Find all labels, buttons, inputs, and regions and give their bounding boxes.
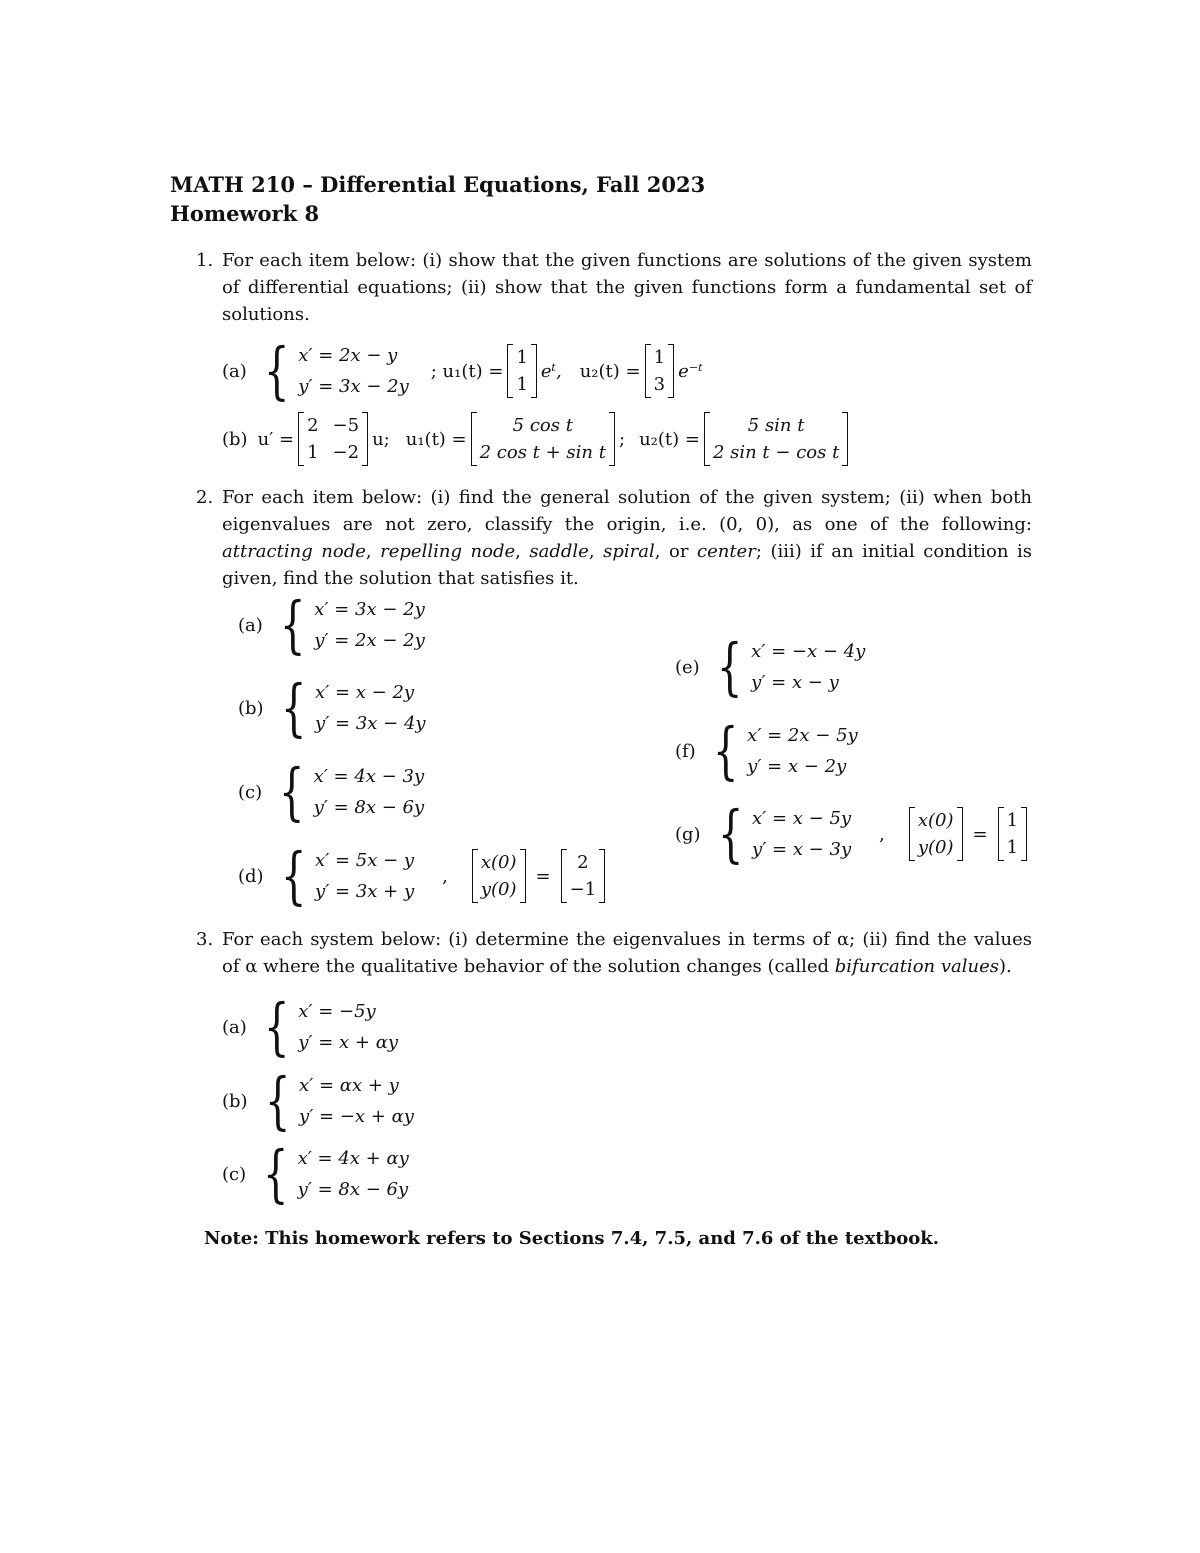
system: [298, 996, 398, 1058]
equation: x′ = αx + y: [299, 1075, 399, 1096]
course-title: MATH 210 – Differential Equations, Fall 2023: [170, 172, 706, 197]
system: [315, 677, 426, 739]
equation: y′ = 2x − 2y: [314, 630, 425, 651]
problem-3a: [222, 990, 399, 1063]
footnote: [204, 1228, 939, 1249]
problem-2d: [238, 839, 609, 912]
cell: 2 sin t − cos t: [712, 442, 840, 463]
item-label: (g): [675, 823, 701, 845]
problem-3c: [222, 1137, 409, 1210]
equation: x′ = −x − 4y: [751, 641, 866, 662]
cell: −2: [332, 442, 360, 463]
brace-icon: {: [279, 588, 306, 661]
note-text: This homework refers to Sections 7.4, 7.5, and 7.6 of the textbook.: [258, 1228, 939, 1249]
separator: ;: [618, 428, 626, 450]
item-label: (b): [222, 1090, 248, 1112]
problem-1b: [222, 412, 852, 466]
note-label: Note:: [204, 1228, 259, 1249]
item-label: (c): [238, 781, 263, 803]
equation: x′ = 4x − 3y: [313, 766, 425, 787]
item-label: (d): [238, 865, 264, 887]
item-label: (a): [222, 360, 247, 382]
initial-value-vector: [561, 849, 606, 903]
term: repelling node: [380, 541, 516, 562]
initial-condition-vector: [909, 807, 963, 861]
problem-3b: [222, 1064, 414, 1137]
equals: =: [972, 823, 988, 845]
problem-2a: [238, 588, 425, 661]
problem-2f: [675, 714, 858, 787]
problem-2: [196, 484, 1033, 592]
term: saddle: [529, 541, 589, 562]
initial-condition-vector: [472, 849, 526, 903]
cell: 1: [516, 374, 528, 395]
equals: =: [535, 865, 551, 887]
text: ,: [365, 541, 381, 562]
u2-vector: [704, 412, 848, 466]
cell: 5 sin t: [747, 415, 805, 436]
equation: y′ = 3x − 2y: [298, 376, 409, 397]
u-symbol: u;: [372, 428, 390, 450]
cell: 1: [516, 347, 528, 368]
u2-label: u₂(t) =: [639, 428, 700, 450]
problem-1a: [222, 334, 703, 407]
equation: y′ = x − y: [751, 672, 839, 693]
brace-icon: {: [280, 839, 307, 912]
problem-2g: [675, 797, 1031, 870]
equation: y′ = 3x + y: [315, 881, 415, 902]
text: For each system below: (i) determine the eigenvalues in terms of α; (ii) find the values of α where the qualitative behavior of the solution changes (called: [222, 929, 1032, 977]
equation: y′ = x − 3y: [752, 839, 852, 860]
cell: 2: [307, 415, 319, 436]
brace-icon: {: [264, 1064, 291, 1137]
term: attracting node: [222, 541, 366, 562]
equation: x′ = 2x − 5y: [747, 725, 858, 746]
cell: x(0): [480, 852, 517, 873]
brace-icon: {: [263, 990, 290, 1063]
problem-1: [196, 247, 1032, 328]
brace-icon: {: [279, 755, 305, 828]
u1-vector: [507, 344, 536, 398]
equation: x′ = x − 5y: [752, 808, 852, 829]
text: , or: [654, 541, 697, 562]
u2-vector: [645, 344, 674, 398]
cell: 3: [653, 374, 666, 395]
problem-number: 2.: [196, 487, 214, 508]
cell: y(0): [917, 837, 954, 858]
problem-text: [222, 926, 1032, 980]
problem-2c: [238, 755, 425, 828]
cell: 1: [1006, 837, 1019, 858]
u-prime: u′ =: [257, 428, 295, 450]
cell: 1: [307, 442, 319, 463]
equation: x′ = 3x − 2y: [314, 599, 425, 620]
problem-2b: [238, 671, 426, 744]
cell: 5 cos t: [512, 415, 573, 436]
equation: y′ = 8x − 6y: [313, 797, 425, 818]
problem-number: 3.: [196, 929, 214, 950]
comma: ,: [442, 865, 448, 887]
equation: x′ = x − 2y: [315, 682, 415, 703]
item-label: (b): [238, 697, 264, 719]
item-label: (a): [238, 614, 263, 636]
equation: x′ = 2x − y: [298, 345, 398, 366]
system: [299, 1070, 414, 1132]
cell: −5: [332, 415, 360, 436]
item-label: (c): [222, 1163, 247, 1185]
coefficient-matrix: [298, 412, 368, 466]
brace-icon: {: [263, 1137, 289, 1210]
problem-3: [196, 926, 1032, 980]
homework-title: Homework 8: [170, 201, 320, 226]
document-title: [170, 170, 705, 228]
equation: y′ = x + αy: [298, 1032, 399, 1053]
system: [315, 845, 414, 907]
system: [747, 720, 858, 782]
item-label: (e): [675, 656, 700, 678]
u1-vector: [471, 412, 615, 466]
text: ).: [998, 956, 1012, 977]
item-label: (f): [675, 740, 696, 762]
text: For each item below: (i) find the general solution of the given system; (ii) when both eigenvalues are not zero, classify the origin, i.e. (0, 0), as one of the following:: [222, 487, 1032, 535]
u1-label: ; u₁(t) =: [430, 360, 504, 382]
system: [751, 636, 865, 698]
cell: 2: [577, 852, 589, 873]
brace-icon: {: [280, 671, 307, 744]
equation: y′ = −x + αy: [299, 1106, 414, 1127]
equation: y′ = x − 2y: [747, 756, 847, 777]
cell: y(0): [480, 879, 517, 900]
problem-2e: [675, 630, 866, 703]
brace-icon: {: [716, 630, 743, 703]
brace-icon: {: [263, 334, 290, 407]
system: [314, 594, 425, 656]
problem-number: 1.: [196, 250, 214, 271]
term: spiral: [603, 541, 655, 562]
cell: −1: [569, 879, 597, 900]
system: [298, 1143, 409, 1205]
u2-label: u₂(t) =: [579, 360, 641, 382]
u1-exp: eᵗ,: [540, 360, 562, 382]
brace-icon: {: [712, 714, 739, 787]
equation: y′ = 3x − 4y: [315, 713, 426, 734]
equation: x′ = −5y: [298, 1001, 376, 1022]
equation: x′ = 4x + αy: [297, 1148, 409, 1169]
item-label: (a): [222, 1016, 247, 1038]
brace-icon: {: [717, 797, 744, 870]
equation: y′ = 8x − 6y: [297, 1179, 409, 1200]
term: center: [697, 541, 756, 562]
cell: x(0): [917, 810, 954, 831]
system: [752, 803, 851, 865]
initial-value-vector: [998, 807, 1027, 861]
cell: 1: [1006, 810, 1019, 831]
text: ,: [515, 541, 530, 562]
u1-label: u₁(t) =: [405, 428, 467, 450]
equation: x′ = 5x − y: [315, 850, 415, 871]
text: ,: [588, 541, 604, 562]
system: [298, 340, 409, 402]
item-label: (b): [222, 428, 248, 450]
problem-text: For each item below: (i) show that the given functions are solutions of the given system of differential equations; (ii) show that the given functions form a fundamental set of solutions.: [222, 250, 1032, 325]
u2-exp: e⁻ᵗ: [678, 360, 703, 382]
cell: 1: [653, 347, 666, 368]
problem-text: [222, 484, 1032, 592]
comma: ,: [879, 823, 885, 845]
system: [314, 761, 425, 823]
cell: 2 cos t + sin t: [479, 442, 606, 463]
text: ; (iii) if an initial condition is given, find the solution that satisfies it.: [222, 541, 1033, 589]
term: bifurcation values: [834, 956, 999, 977]
